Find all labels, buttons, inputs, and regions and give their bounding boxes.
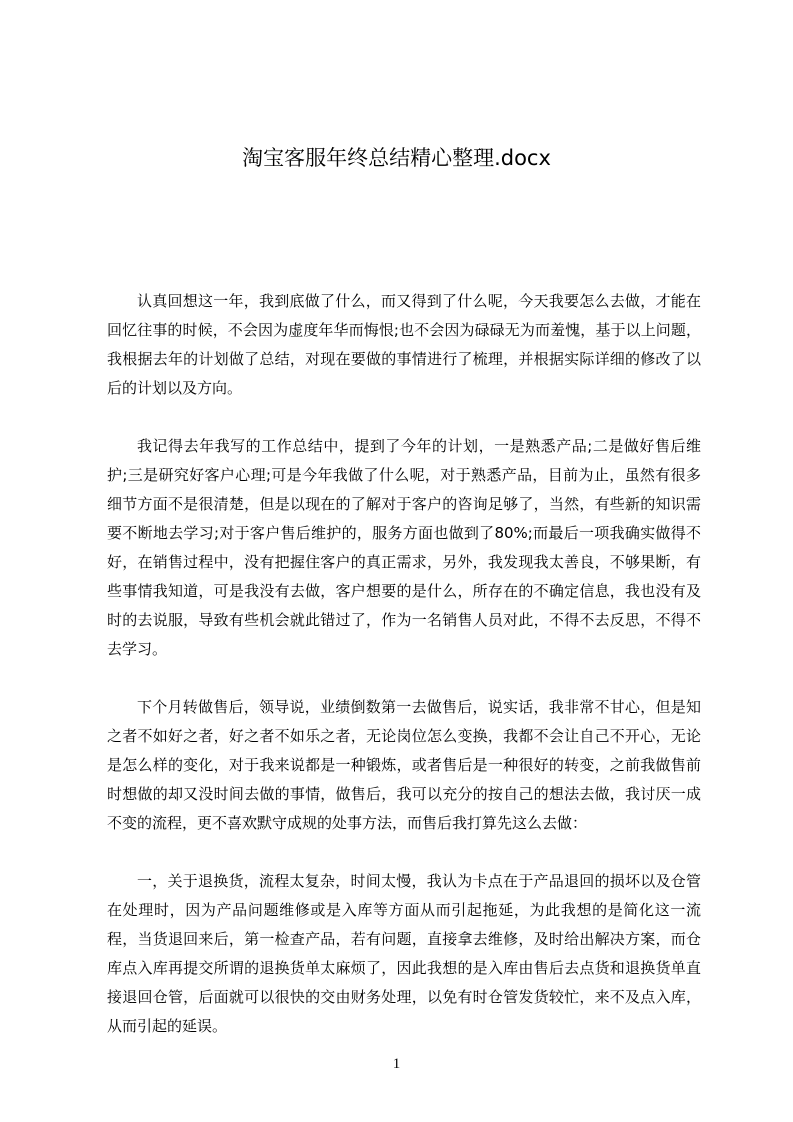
paragraph-1: 认真回想这一年，我到底做了什么，而又得到了什么呢，今天我要怎么去做，才能在回忆往事的时候，不会因为虚度年华而悔恨;也不会因为碌碌无为而羞愧，基于以上问题，我根据去年的计划做了总结，对现在要做的事情进行了梳理，并根据实际详细的修改了以后的计划以及方向。: [107, 292, 701, 397]
page-number: 1: [392, 1056, 401, 1072]
document-title: 淘宝客服年终总结精心整理.docx: [242, 146, 551, 170]
paragraph-4: 一，关于退换货，流程太复杂，时间太慢，我认为卡点在于产品退回的损坏以及仓管在处理时，因为产品问题维修或是入库等方面从而引起拖延，为此我想的是简化这一流程，当货退回来后，第一检查产品，若有问题，直接拿去维修，及时给出解决方案，而仓库点入库再提交所谓的退换货单太麻烦了，因此我想的是入库由售后去点货和退换货单直接退回仓管，后面就可以很快的交由财务处理，以免有时仓管发货较忙，来不及点入库，从而引起的延误。: [107, 872, 701, 1035]
paragraph-3: 下个月转做售后，领导说，业绩倒数第一去做售后，说实话，我非常不甘心，但是知之者不如好之者，好之者不如乐之者，无论岗位怎么变换，我都不会让自己不开心，无论是怎么样的变化，对于我来说都是一种锻炼，或者售后是一种很好的转变，之前我做售前时想做的却又没时间去做的事情，做售后，我可以充分的按自己的想法去做，我讨厌一成不变的流程，更不喜欢默守成规的处事方法，而售后我打算先这么去做：: [107, 698, 701, 832]
document-body: [107, 287, 701, 1070]
paragraph-2: 我记得去年我写的工作总结中，提到了今年的计划，一是熟悉产品;二是做好售后维护;三是研究好客户心理;可是今年我做了什么呢，对于熟悉产品，目前为止，虽然有很多细节方面不是很清楚，但是以现在的了解对于客户的咨询足够了，当然，有些新的知识需要不断地去学习;对于客户售后维护的，服务方面也做到了80%;而最后一项我确实做得不好，在销售过程中，没有把握住客户的真正需求，另外，我发现我太善良，不够果断，有些事情我知道，可是我没有去做，客户想要的是什么，所存在的不确定信息，我也没有及时的去说服，导致有些机会就此错过了，作为一名销售人员对此，不得不去反思，不得不去学习。: [107, 437, 701, 658]
